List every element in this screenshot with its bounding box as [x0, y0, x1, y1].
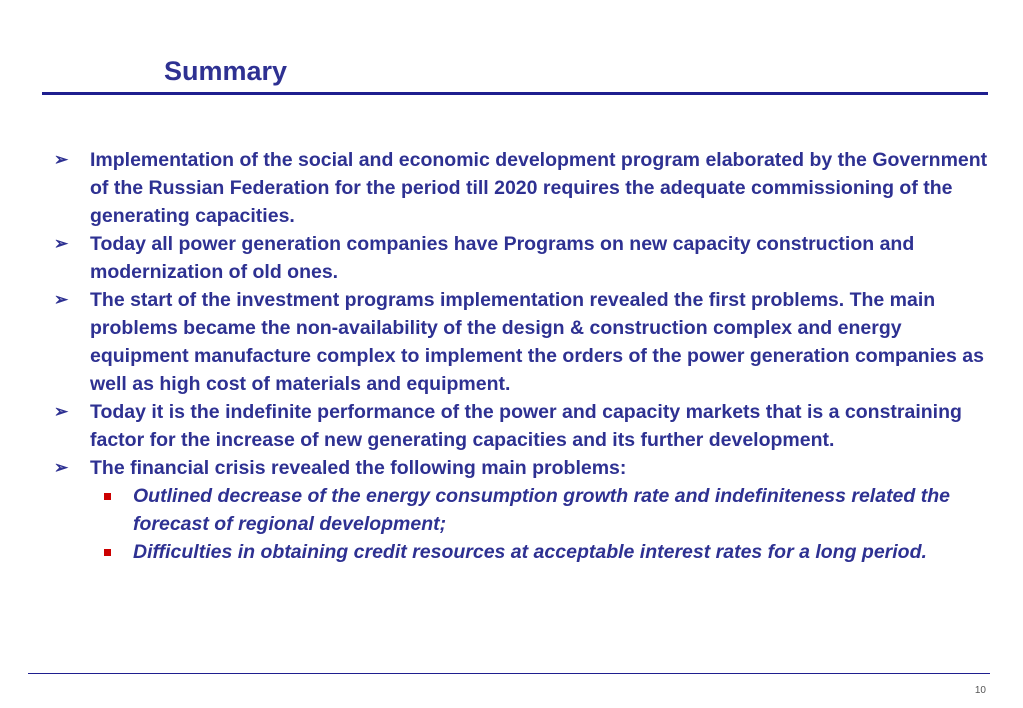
- summary-bullet-text: Implementation of the social and economic development program elaborated by the Government of the Russian Federation for the period till 2020 requires the adequate commissioning of the generating capacities.: [90, 149, 988, 227]
- summary-bullet-1: [54, 146, 994, 230]
- page-number: 10: [974, 685, 986, 696]
- summary-bullet-text: Today it is the indefinite performance of the power and capacity markets that is a constraining factor for the increase of new generating capacities and its further development.: [90, 401, 962, 451]
- summary-bullet-4: [54, 398, 994, 454]
- summary-bullet-text: The financial crisis revealed the following main problems:: [90, 457, 627, 479]
- summary-subbullet-text: Difficulties in obtaining credit resources at acceptable interest rates for a long period.: [133, 541, 927, 563]
- arrow-bullet-icon: ➢: [54, 458, 69, 477]
- summary-list: [54, 146, 994, 566]
- summary-bullet-5: [54, 454, 994, 482]
- square-bullet-icon: [104, 549, 111, 556]
- summary-subbullet-text: Outlined decrease of the energy consumption growth rate and indefiniteness related the forecast of regional development;: [133, 485, 950, 535]
- arrow-bullet-icon: ➢: [54, 402, 69, 421]
- summary-bullet-text: Today all power generation companies have Programs on new capacity construction and modernization of old ones.: [90, 233, 915, 283]
- summary-subbullet-2: [54, 538, 994, 566]
- arrow-bullet-icon: ➢: [54, 290, 69, 309]
- summary-bullet-3: [54, 286, 994, 398]
- slide-title: Summary: [164, 56, 288, 86]
- summary-bullet-2: [54, 230, 994, 286]
- summary-subbullet-1: [54, 482, 994, 538]
- arrow-bullet-icon: ➢: [54, 150, 69, 169]
- arrow-bullet-icon: ➢: [54, 234, 69, 253]
- summary-bullet-text: The start of the investment programs implementation revealed the first problems. The main problems became the non-availability of the design & construction complex and energy equipment manufacture complex to implement the orders of the power generation companies as well as high cost of materials and equipment.: [90, 289, 984, 395]
- square-bullet-icon: [104, 493, 111, 500]
- title-divider: [42, 92, 988, 95]
- footer-divider: [28, 673, 990, 674]
